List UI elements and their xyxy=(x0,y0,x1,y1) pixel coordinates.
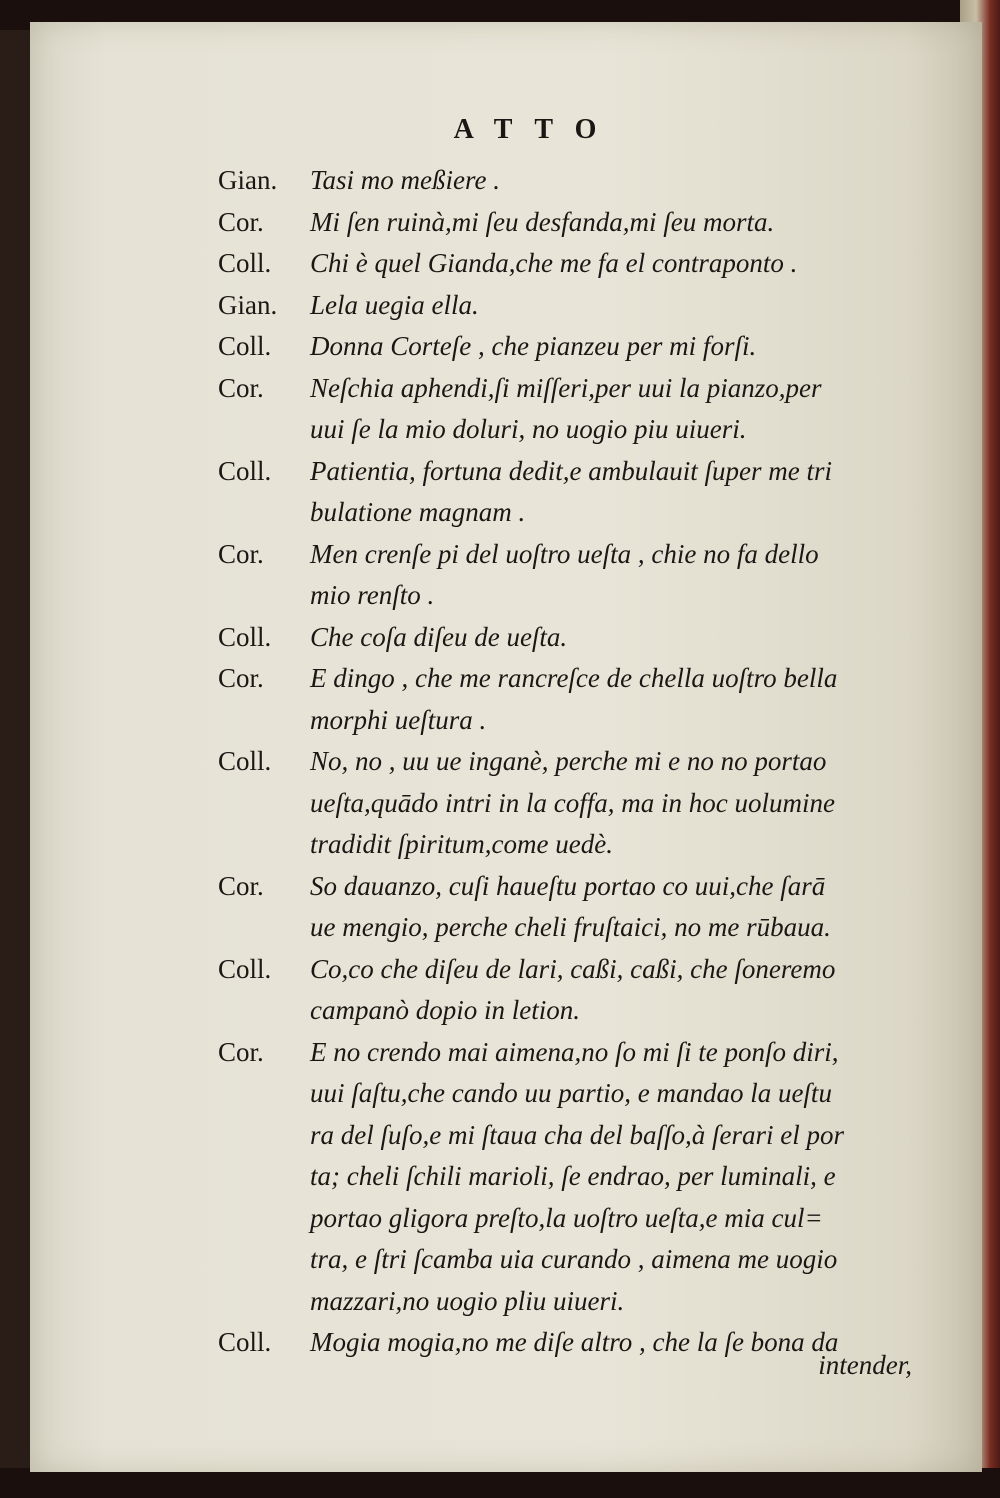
speech-text xyxy=(310,202,938,244)
speech-line: portao gligora preſto,la uoſtro ueſta,e mia cul= xyxy=(310,1202,823,1233)
speech-text xyxy=(310,658,938,741)
speaker-name: Cor. xyxy=(218,538,264,569)
speech-line: E dingo , che me rancreſce de chella uoſtro bella xyxy=(310,663,838,693)
catchword: intender, xyxy=(818,1350,912,1380)
speech-line: So dauanzo, cuſi haueſtu portao co uui,che ſarā xyxy=(310,870,826,901)
speaker-name: Cor. xyxy=(218,870,264,901)
book-bottom-shadow xyxy=(0,1468,1000,1498)
speech-line: Tasi mo meßiere . xyxy=(310,165,501,195)
speech-line: Co,co che diſeu de lari, caßi, caßi, che ſoneremo xyxy=(310,953,836,984)
speaker-name: Cor. xyxy=(218,206,264,237)
speech-entry xyxy=(218,949,938,1032)
dialogue-text xyxy=(218,160,938,1364)
speaker-name: Cor. xyxy=(218,1036,264,1067)
speaker-name: Coll. xyxy=(218,621,272,652)
speech-line: uui ſaſtu,che cando uu partio, e mandao la ueſtu xyxy=(310,1078,832,1108)
speech-line: No, no , uu ue inganè, perche mi e no no portao xyxy=(310,746,827,776)
speech-entry xyxy=(218,202,938,244)
speech-line: bulatione magnam . xyxy=(310,497,526,527)
speech-line: ra del ſuſo,e mi ſtaua cha del baſſo,à ſerari el por xyxy=(310,1119,844,1150)
speaker-name: Cor. xyxy=(218,372,264,403)
speaker-name: Cor. xyxy=(218,663,264,693)
speech-line: Men crenſe pi del uoſtro ueſta , chie no fa dello xyxy=(310,538,819,569)
speech-line: E no crendo mai aimena,no ſo mi ſi te ponſo diri, xyxy=(310,1036,839,1067)
speaker-name: Gian. xyxy=(218,289,278,320)
speech-line: Mi ſen ruinà,mi ſeu desfanda,mi ſeu morta. xyxy=(310,206,775,237)
speech-text xyxy=(310,949,938,1032)
speech-text xyxy=(310,1032,938,1323)
speech-entry xyxy=(218,451,938,534)
speech-text xyxy=(310,451,938,534)
speech-line: ue mengio, perche cheli fruſtaici, no me rūbaua. xyxy=(310,912,831,942)
speech-entry xyxy=(218,866,938,949)
speech-entry xyxy=(218,368,938,451)
speaker-name: Coll. xyxy=(218,331,272,361)
book-page xyxy=(30,22,982,1472)
speech-text xyxy=(310,368,938,451)
speech-entry xyxy=(218,658,938,741)
speech-text xyxy=(310,243,938,285)
speaker-name: Coll. xyxy=(218,746,272,776)
speech-line: tradidit ſpiritum,come uedè. xyxy=(310,829,613,859)
speech-line: Lela uegia ella. xyxy=(310,289,479,320)
speech-entry xyxy=(218,617,938,659)
speech-text xyxy=(310,326,938,368)
speech-line: Patientia, fortuna dedit,e ambulauit ſuper me tri xyxy=(310,455,832,486)
speaker-name: Coll. xyxy=(218,455,272,486)
speech-line: campanò dopio in letion. xyxy=(310,995,580,1025)
speech-text xyxy=(310,741,938,866)
speech-line: Donna Corteſe , che pianzeu per mi forſi. xyxy=(310,331,757,361)
speech-line: mazzari,no uogio pliu uiueri. xyxy=(310,1285,625,1316)
speech-entry xyxy=(218,285,938,327)
speech-line: Mogia mogia,no me diſe altro , che la ſe bona da xyxy=(310,1327,839,1357)
speech-text xyxy=(310,617,938,659)
speech-entry xyxy=(218,1032,938,1323)
speech-line: tra, e ſtri ſcamba uia curando , aimena me uogio xyxy=(310,1244,838,1274)
speech-line: Neſchia aphendi,ſi miſſeri,per uui la pianzo,per xyxy=(310,372,822,403)
speaker-name: Gian. xyxy=(218,165,278,195)
speech-line: Che coſa diſeu de ueſta. xyxy=(310,621,568,652)
speech-line: ta; cheli ſchili marioli, ſe endrao, per luminali, e xyxy=(310,1161,836,1191)
page-header: ATTO xyxy=(453,114,619,145)
speech-text xyxy=(310,285,938,327)
speaker-name: Coll. xyxy=(218,953,272,984)
speech-line: Chi è quel Gianda,che me fa el contraponto . xyxy=(310,248,798,278)
speech-entry xyxy=(218,160,938,202)
speech-text xyxy=(310,866,938,949)
speech-text xyxy=(310,534,938,617)
speech-line: uui ſe la mio doluri, no uogio piu uiueri. xyxy=(310,414,747,444)
speaker-name: Coll. xyxy=(218,248,272,278)
speech-entry xyxy=(218,326,938,368)
speech-line: mio renſto . xyxy=(310,580,435,610)
speech-text xyxy=(310,160,938,202)
speech-entry xyxy=(218,534,938,617)
speaker-name: Coll. xyxy=(218,1327,272,1357)
speech-entry xyxy=(218,741,938,866)
speech-line: ueſta,quādo intri in la coffa, ma in hoc uolumine xyxy=(310,787,835,818)
speech-line: morphi ueſtura . xyxy=(310,704,487,735)
speech-entry xyxy=(218,243,938,285)
